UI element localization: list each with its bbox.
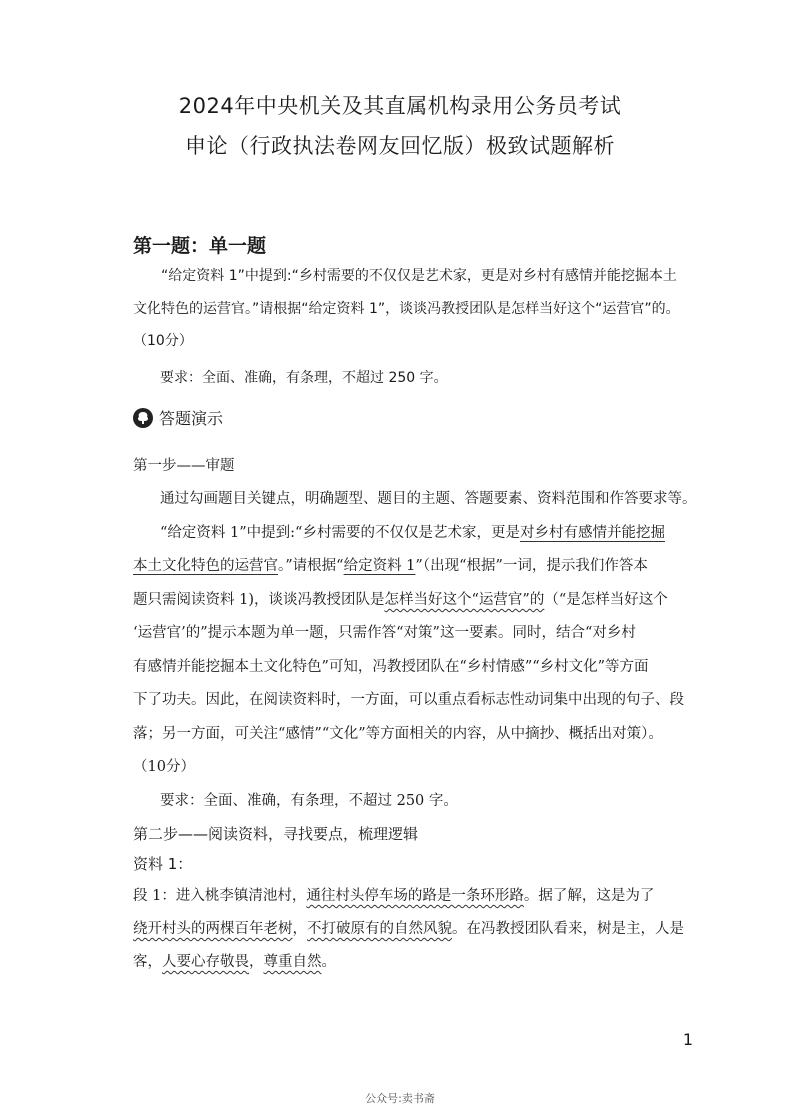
question-requirement: 要求：全面、准确，有条理，不超过 250 字。	[160, 370, 448, 386]
step2-para1-tail: 。据了解，这是为了	[523, 888, 655, 904]
question-line3-block	[133, 327, 693, 356]
document-title-line2: 申论（行政执法卷网友回忆版）极致试题解析	[185, 134, 615, 158]
tree-badge-icon	[133, 408, 153, 428]
question-line2: 文化特色的运营官。”请根据“给定资料 1”，谈谈冯教授团队是怎样当好这个“运营官”的。	[133, 301, 680, 317]
step2-para2-underlined2: 不打破原有的自然风貌	[307, 921, 452, 937]
page-number: 1	[682, 1030, 693, 1049]
step2-para1-text: 段 1：进入桃李镇清池村，	[133, 888, 307, 904]
question-line2-block	[133, 295, 703, 324]
step2-para3-underlined2: 尊重自然	[263, 954, 322, 970]
step2-para1-underlined: 通往村头停车场的路是一条环形路	[306, 888, 524, 904]
step2-heading: 第二步——阅读资料，寻找要点，梳理逻辑	[133, 825, 419, 843]
step2-para2-comma: ，	[292, 921, 307, 937]
step1-para3-material: 给定资料 1	[343, 558, 416, 574]
document-title-line1: 2024年中央机关及其直属机构录用公务员考试	[178, 94, 622, 118]
step2-para2	[133, 913, 703, 947]
question-line1: “给定资料 1”中提到:“乡村需要的不仅仅是艺术家，更是对乡村有感情并能挖掘本土	[161, 268, 677, 284]
step1-para4-underlined: 怎样当好这个“运营官”的	[384, 592, 545, 608]
step1-heading: 第一步——审题	[133, 458, 235, 474]
step1-para4-text: 题只需阅读资料 1)，谈谈冯教授团队是	[133, 592, 385, 608]
step2-material: 资料 1：	[133, 855, 193, 873]
step2-para3-end: 。	[321, 954, 336, 970]
step1-para1: 通过勾画题目关键点，明确题型、题目的主题、答题要素、资料范围和作答要求等。	[160, 491, 697, 507]
step2-para2-tail: 。在冯教授团队看来，树是主，人是	[452, 921, 684, 937]
question-paragraph	[133, 262, 703, 291]
answer-heading	[133, 406, 223, 429]
step2-para2-underlined1: 绕开村头的两棵百年老树	[133, 921, 293, 937]
step1-para8: 落；另一方面，可关注“感情”“文化”等方面相关的内容，从中摘抄、概括出对策）。	[133, 726, 663, 742]
step1-para4-note: （“是怎样当好这个	[544, 592, 668, 608]
step1-para9: （10分）	[133, 759, 195, 775]
step1-requirement: 要求：全面、准确，有条理，不超过 250 字。	[160, 793, 458, 809]
step2-para3-underlined1: 人要心存敬畏	[162, 954, 249, 970]
step1-para3-underlined: 本土文化特色的运营官	[133, 558, 278, 574]
step1-para2-text: “给定资料 1”中提到:“乡村需要的不仅仅是艺术家，更是	[160, 525, 520, 541]
footer-watermark: 公众号:卖书斋	[365, 1092, 435, 1105]
step1-para3	[133, 550, 703, 584]
section-heading: 第一题：单一题	[133, 235, 267, 257]
step1-para6: 有感情并能挖掘本土文化特色”可知，冯教授团队在“乡村情感”“乡村文化”等方面	[133, 659, 649, 675]
step2-para3	[133, 946, 703, 980]
step1-para4	[133, 584, 703, 618]
step1-para2	[160, 517, 700, 551]
question-line3: （10分）	[133, 333, 193, 349]
step1-para2-underlined: 对乡村有感情并能挖掘	[519, 525, 665, 541]
step2-para3-comma: ，	[249, 954, 264, 970]
answer-label: 答题演示	[159, 409, 224, 428]
step1-para3-note: ”（出现“根据”一词，提示我们作答本	[415, 558, 648, 574]
step1-para7: 下了功夫。因此，在阅读资料时，一方面，可以重点看标志性动词集中出现的句子、段	[133, 692, 684, 708]
step1-para3-text: 。”请根据“	[278, 558, 344, 574]
step1-para5: ‘运营官’的”提示本题为单一题，只需作答“对策”这一要素。同时，结合“对乡村	[133, 625, 636, 641]
step2-para1	[133, 880, 703, 914]
step2-para3-text: 客，	[133, 954, 162, 970]
